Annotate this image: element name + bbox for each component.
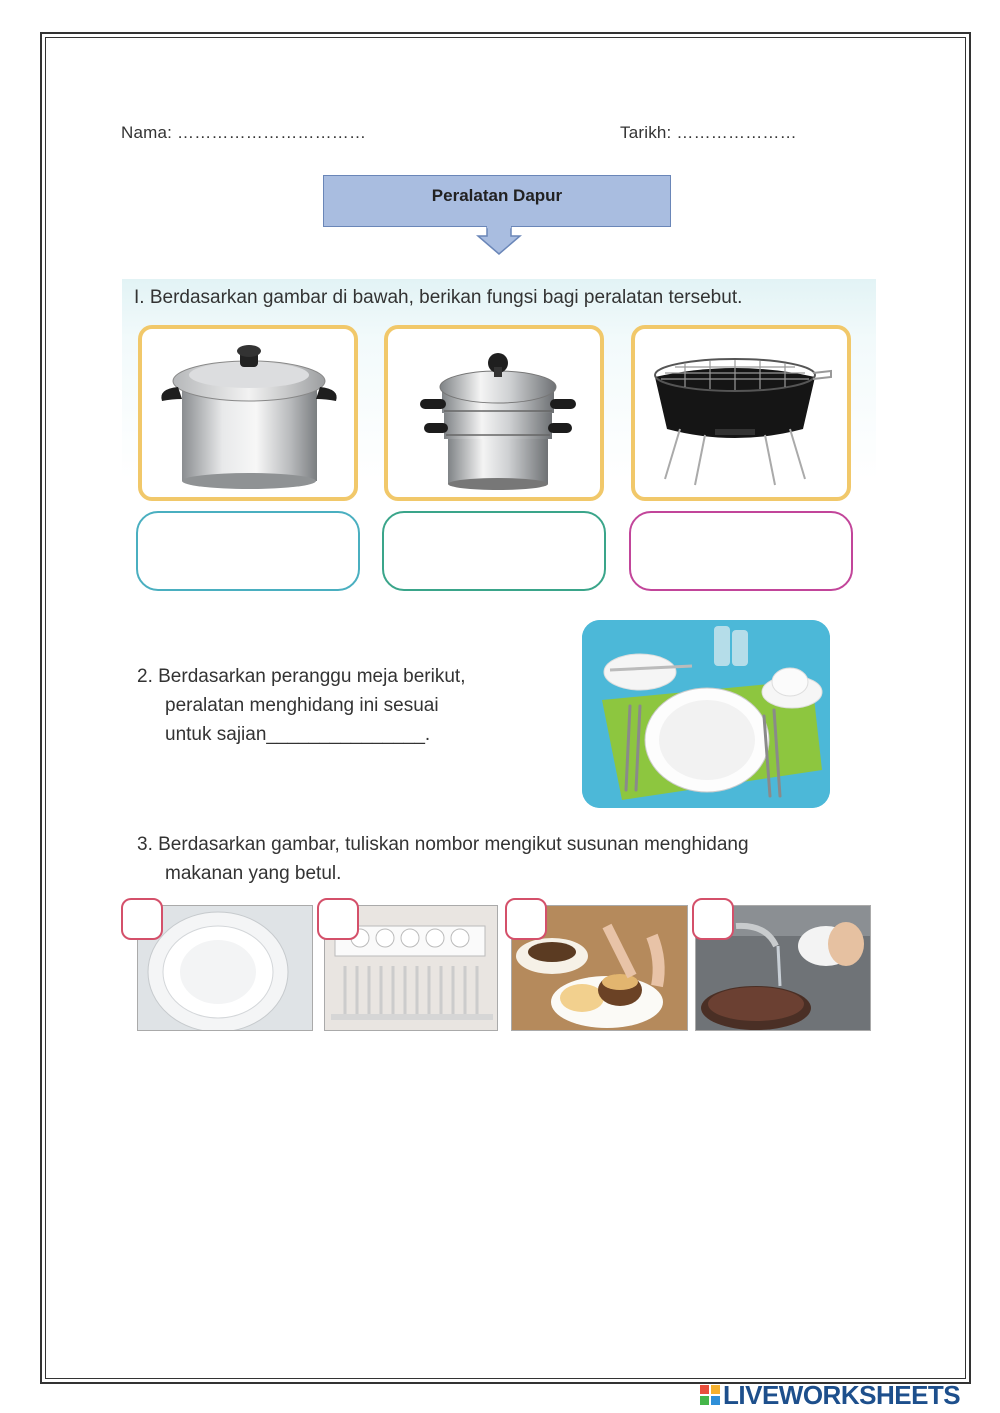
question2-line1: 2. Berdasarkan peranggu meja berikut, [137, 666, 466, 687]
bbq-grill-image [631, 325, 851, 501]
answer-box-3[interactable] [629, 511, 853, 591]
sequence-number-box-2[interactable] [317, 898, 359, 940]
stacked-plates-image [137, 905, 313, 1031]
name-label: Nama: …………………………… [121, 123, 367, 142]
question2-text [137, 662, 465, 749]
question3-line1: 3. Berdasarkan gambar, tuliskan nombor mengikut susunan menghidang [137, 834, 749, 855]
page-title: Peralatan Dapur [431, 186, 563, 205]
question3-text [137, 830, 749, 888]
steamer-pot-image [384, 325, 604, 501]
question1-text: I. Berdasarkan gambar di bawah, berikan fungsi bagi peralatan tersebut. [134, 287, 743, 308]
liveworksheets-logo [700, 1379, 961, 1410]
question2-line2: peralatan menghidang ini sesuai [165, 695, 439, 716]
sequence-number-box-4[interactable] [692, 898, 734, 940]
answer-box-1[interactable] [136, 511, 360, 591]
logo-text: LIVEWORKSHEETS [723, 1379, 961, 1410]
question2-line3: untuk sajian_______________. [165, 724, 431, 745]
answer-box-2[interactable] [382, 511, 606, 591]
stock-pot-image [138, 325, 358, 501]
table-setting-image [582, 620, 830, 808]
logo-grid-icon [700, 1385, 720, 1405]
question3-line2: makanan yang betul. [165, 863, 342, 884]
title-box [323, 175, 671, 227]
date-label: Tarikh: ………………… [620, 123, 797, 142]
sequence-number-box-1[interactable] [121, 898, 163, 940]
down-arrow-icon [476, 226, 522, 256]
sequence-number-box-3[interactable] [505, 898, 547, 940]
